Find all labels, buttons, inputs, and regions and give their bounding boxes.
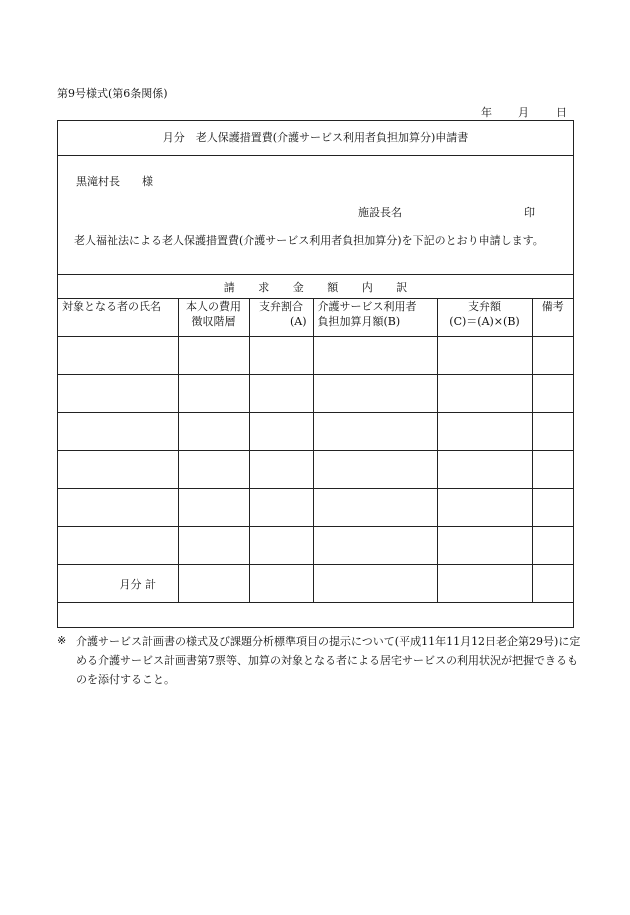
- cell-remarks[interactable]: [532, 451, 573, 489]
- breakdown-heading: [58, 279, 573, 295]
- total-label: 月分 計: [58, 565, 178, 603]
- cell-payment-amount[interactable]: [437, 413, 532, 451]
- facility-director-label: 施設長名: [358, 206, 402, 219]
- cell-rate[interactable]: [249, 451, 313, 489]
- cell-name[interactable]: [58, 489, 178, 527]
- cell-payment-amount[interactable]: [437, 337, 532, 375]
- table-row: [58, 337, 573, 375]
- cell-remarks[interactable]: [532, 413, 573, 451]
- cell-cost-bracket[interactable]: [178, 337, 249, 375]
- cell-payment-amount[interactable]: [437, 375, 532, 413]
- application-form-frame: [57, 120, 574, 628]
- cell-total-remarks[interactable]: [532, 565, 573, 603]
- table-row: [58, 375, 573, 413]
- breakdown-char: 内: [361, 281, 373, 294]
- cell-monthly-amount[interactable]: [313, 489, 437, 527]
- cell-name[interactable]: [58, 375, 178, 413]
- col-header-cost-bracket: [178, 299, 249, 337]
- breakdown-char: 金: [292, 281, 304, 294]
- cell-cost-bracket[interactable]: [178, 375, 249, 413]
- cell-cost-bracket[interactable]: [178, 527, 249, 565]
- cell-name[interactable]: [58, 451, 178, 489]
- table-row: [58, 489, 573, 527]
- cell-monthly-amount[interactable]: [313, 375, 437, 413]
- table-total-row: [58, 565, 573, 603]
- cell-monthly-amount[interactable]: [313, 337, 437, 375]
- cell-payment-amount[interactable]: [437, 527, 532, 565]
- breakdown-char: 訳: [396, 281, 408, 294]
- cell-name[interactable]: [58, 527, 178, 565]
- breakdown-char: 請: [223, 281, 235, 294]
- date-month-label: 月: [518, 106, 529, 119]
- cell-remarks[interactable]: [532, 527, 573, 565]
- table-row: [58, 527, 573, 565]
- cell-name[interactable]: [58, 337, 178, 375]
- note-mark: ※: [57, 634, 67, 647]
- breakdown-char: 額: [327, 281, 339, 294]
- date-day-label: 日: [556, 106, 567, 119]
- cell-total-rate[interactable]: [249, 565, 313, 603]
- divider: [58, 274, 573, 275]
- claims-table: [58, 298, 573, 603]
- cell-rate[interactable]: [249, 527, 313, 565]
- col-header-line: 介護サービス利用者: [317, 300, 417, 313]
- breakdown-char: 求: [258, 281, 270, 294]
- cell-rate[interactable]: [249, 413, 313, 451]
- form-title: 月分 老人保護措置費(介護サービス利用者負担加算分)申請書: [162, 131, 469, 144]
- cell-monthly-amount[interactable]: [313, 527, 437, 565]
- col-header-remarks: 備考: [532, 299, 573, 337]
- note-text: 介護サービス計画書の様式及び課題分析標準項目の提示について(平成11年11月12日老企第29号)に定める介護サービス計画書第7票等、加算の対象となる者による居宅サービスの利用状況が把握できるものを添付すること。: [76, 635, 581, 686]
- cell-total-cost-bracket[interactable]: [178, 565, 249, 603]
- cell-cost-bracket[interactable]: [178, 451, 249, 489]
- col-header-line: (A): [289, 315, 307, 328]
- col-header-line: (C)＝(A)×(B): [449, 315, 520, 328]
- application-statement: 老人福祉法による老人保護措置費(介護サービス利用者負担加算分)を下記のとおり申請します。: [74, 234, 544, 247]
- cell-monthly-amount[interactable]: [313, 413, 437, 451]
- col-header-line: 支弁割合: [259, 300, 303, 313]
- cell-remarks[interactable]: [532, 375, 573, 413]
- cell-name[interactable]: [58, 413, 178, 451]
- col-header-line: 本人の費用: [186, 300, 241, 313]
- col-header-line: 負担加算月額(B): [317, 315, 401, 328]
- col-header-line: 支弁額: [468, 300, 501, 313]
- cell-monthly-amount[interactable]: [313, 451, 437, 489]
- cell-cost-bracket[interactable]: [178, 413, 249, 451]
- cell-total-monthly-amount[interactable]: [313, 565, 437, 603]
- cell-payment-amount[interactable]: [437, 451, 532, 489]
- cell-rate[interactable]: [249, 375, 313, 413]
- cell-total-payment-amount[interactable]: [437, 565, 532, 603]
- table-row: [58, 413, 573, 451]
- col-header-payment-amount: [437, 299, 532, 337]
- table-row: [58, 451, 573, 489]
- cell-payment-amount[interactable]: [437, 489, 532, 527]
- divider: [58, 155, 573, 156]
- date-year-label: 年: [481, 106, 492, 119]
- form-label: 第9号様式(第6条関係): [57, 87, 168, 100]
- cell-rate[interactable]: [249, 337, 313, 375]
- cell-rate[interactable]: [249, 489, 313, 527]
- cell-remarks[interactable]: [532, 337, 573, 375]
- addressee: 黒滝村長 様: [76, 175, 153, 188]
- cell-remarks[interactable]: [532, 489, 573, 527]
- seal-mark: 印: [524, 206, 535, 219]
- cell-cost-bracket[interactable]: [178, 489, 249, 527]
- col-header-monthly-amount: [313, 299, 437, 337]
- col-header-line: 徴収階層: [191, 315, 236, 328]
- col-header-name: 対象となる者の氏名: [58, 299, 178, 337]
- col-header-rate: [249, 299, 313, 337]
